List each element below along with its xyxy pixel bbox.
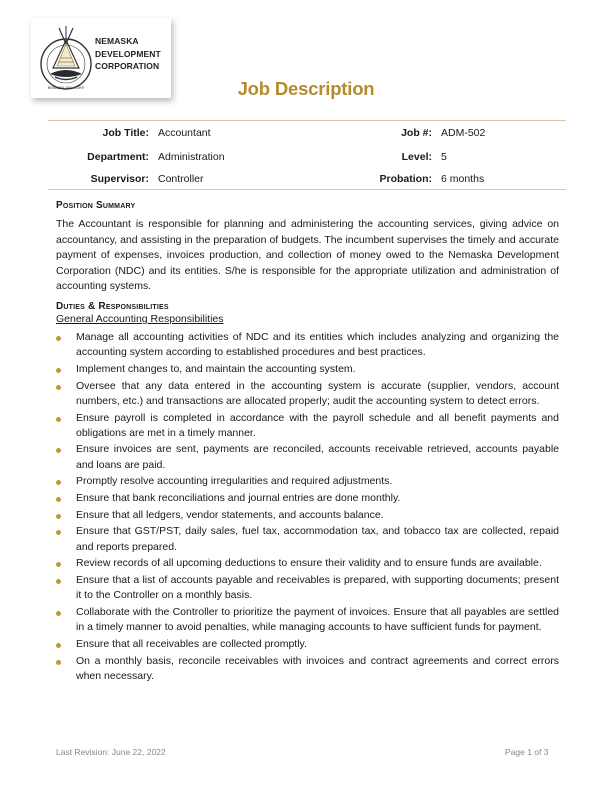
bullet-icon [56, 385, 61, 390]
supervisor-value: Controller [158, 173, 204, 185]
list-item [56, 491, 559, 506]
footer-revision: Last Revision: June 22, 2022 [56, 747, 166, 757]
list-item [56, 508, 559, 523]
list-item [56, 524, 559, 554]
top-divider [48, 120, 566, 121]
list-item-text: Ensure that a list of accounts payable and receivables is prepared, with supporting documents; present it to the Controller on a monthly basis. [76, 574, 559, 602]
probation-label: Probation: [379, 173, 432, 185]
list-item-text: Implement changes to, and maintain the accounting system. [76, 362, 356, 375]
list-item-text: Ensure invoices are sent, payments are reconciled, accounts receivable retrieved, accounts payable and loans are paid. [76, 443, 559, 471]
list-item-text: On a monthly basis, reconcile receivables with invoices and contract agreements and correct errors when necessary. [76, 654, 559, 682]
bullet-icon [56, 660, 61, 665]
bullet-icon [56, 480, 61, 485]
org-name-line-3: CORPORATION [95, 61, 160, 71]
supervisor-label: Supervisor: [90, 173, 149, 185]
bullet-icon [56, 579, 61, 584]
department-row [56, 151, 225, 163]
bottom-divider [48, 189, 566, 190]
list-item [56, 605, 559, 635]
level-row [360, 151, 447, 163]
list-item-text: Oversee that any data entered in the accounting system is accurate (supplier, vendors, account numbers, etc.) and transactions are allocated properly; audit the accounting system to detect errors. [76, 379, 559, 407]
job-title-value: Accountant [158, 127, 211, 139]
list-item-text: Ensure that all ledgers, vendor statements, and accounts balance. [76, 508, 384, 521]
svg-text:NEMASKA DEV. CORP.: NEMASKA DEV. CORP. [47, 86, 85, 90]
duties-list [56, 330, 559, 685]
bullet-icon [56, 417, 61, 422]
bullet-icon [56, 336, 61, 341]
list-item [56, 637, 559, 652]
list-item [56, 573, 559, 603]
bullet-icon [56, 530, 61, 535]
bullet-icon [56, 643, 61, 648]
probation-row [360, 173, 484, 185]
level-value: 5 [441, 151, 447, 163]
position-summary-heading: Position Summary [56, 200, 136, 211]
org-name-line-2: DEVELOPMENT [95, 48, 161, 59]
list-item-text: Ensure that GST/PST, daily sales, fuel tax, accommodation tax, and tobacco tax are collected, repaid and reports prepared. [76, 525, 559, 553]
bullet-icon [56, 562, 61, 567]
list-item [56, 556, 559, 571]
footer-page-number: Page 1 of 3 [505, 747, 549, 757]
list-item [56, 379, 559, 409]
list-item [56, 474, 559, 489]
list-item-text: Ensure that all receivables are collected promptly. [76, 637, 307, 650]
bullet-icon [56, 497, 61, 502]
department-value: Administration [158, 151, 225, 163]
list-item-text: Collaborate with the Controller to prioritize the payment of invoices. Ensure that all payables are settled in a timely manner to avoid penalties, while managing accounts to have sufficient funds for payment. [76, 605, 559, 634]
list-item-text: Review records of all upcoming deductions to ensure their validity and to ensure funds are available. [76, 557, 542, 570]
list-item-text: Manage all accounting activities of NDC and its entities which includes analyzing and organizing the accounting system according to established procedures and best practices. [76, 331, 559, 359]
list-item [56, 411, 559, 441]
position-summary-text: The Accountant is responsible for planning and administering the accounting services, giving advice on accountancy, and assisting in the preparation of budgets. The incumbent supervises the timely and accurate payment of expenses, invoices production, and collection of money owed to the Nemaska Development Corporation (NDC) and its entities. S/he is responsible for the appropriate utilization and administration of accounting systems. [56, 218, 559, 293]
bullet-icon [56, 448, 61, 453]
org-name [95, 35, 161, 73]
job-number-value: ADM-502 [441, 127, 486, 139]
list-item [56, 330, 559, 360]
org-name-line-1: NEMASKA [95, 36, 139, 46]
bullet-icon [56, 368, 61, 373]
list-item [56, 442, 559, 472]
list-item-text: Ensure that bank reconciliations and journal entries are done monthly. [76, 492, 401, 505]
level-label: Level: [401, 151, 432, 163]
list-item-text: Ensure payroll is completed in accordance with the payroll schedule and all benefit payments and obligations are met in a timely manner. [76, 411, 559, 439]
job-number-label: Job #: [401, 127, 432, 139]
duties-heading: Duties & Responsibilities [56, 301, 169, 312]
supervisor-row [56, 173, 204, 185]
job-number-row [360, 127, 485, 139]
bullet-icon [56, 514, 61, 519]
bullet-icon [56, 611, 61, 616]
list-item [56, 362, 559, 377]
list-item-text: Promptly resolve accounting irregularities and required adjustments. [76, 475, 393, 488]
job-title-row [56, 127, 211, 139]
probation-value: 6 months [441, 173, 485, 185]
list-item [56, 654, 559, 684]
document-title: Job Description [237, 78, 375, 99]
department-label: Department: [87, 151, 149, 163]
duties-subheading: General Accounting Responsibilities [56, 313, 224, 325]
job-title-label: Job Title: [102, 127, 149, 139]
